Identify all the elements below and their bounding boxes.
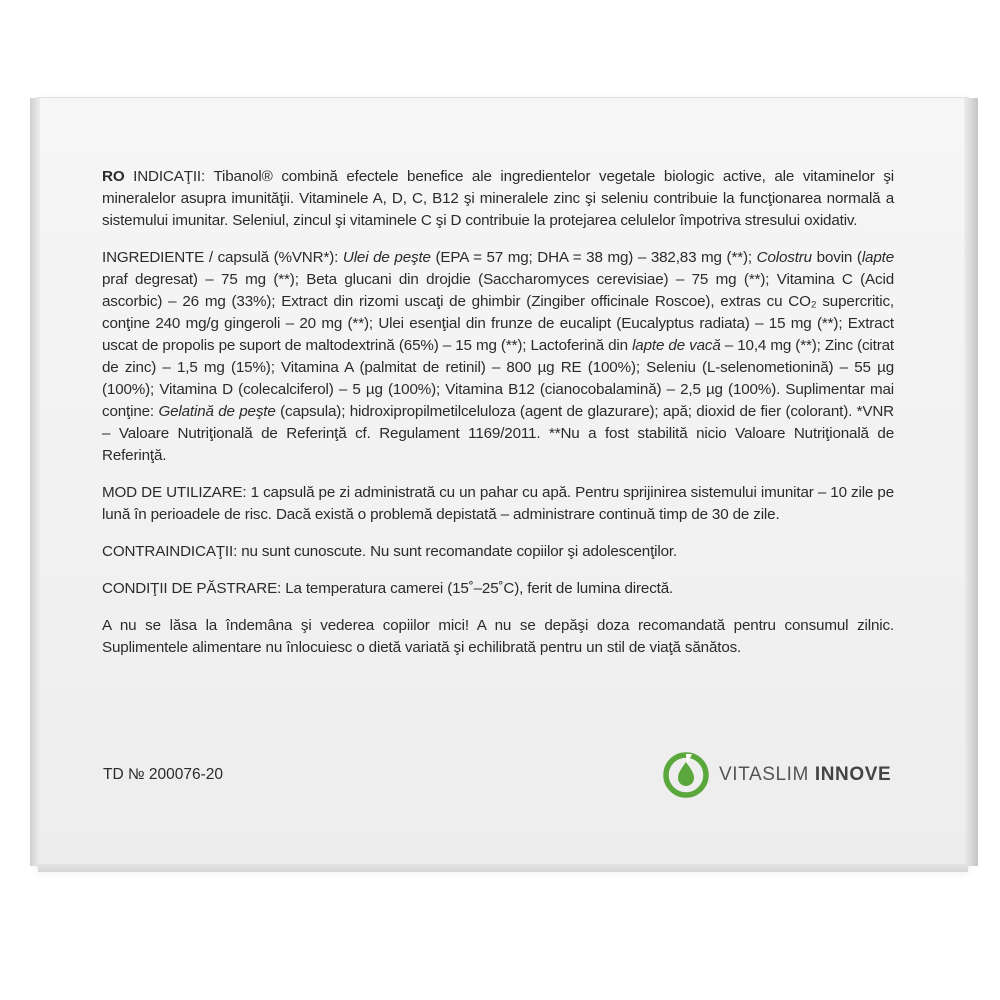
td-number: TD № 200076-20: [103, 766, 224, 783]
ingredients-italic: Ulei de peşte: [342, 249, 431, 266]
ingredients-text: (capsula); hidroxipropilmetilceluloza (agent de glazurare); apă; dioxid de fier (colorant). *VNR – Valoare Nutriţională de Referinţă cf. Regulament 1169/2011. **Nu a fost stabilită nicio Valoare Nutriţională de Referinţă.: [102, 403, 894, 464]
warning-paragraph: A nu se lăsa la îndemâna şi vederea copiilor mici! A nu se depăşi doza recomandată pentru consumul zilnic. Suplimentele alimentare nu înlocuiesc o dietă variată şi echilibrată pentru un stil de viaţă sănătos.: [102, 617, 894, 656]
ingredients-text: – 10,4 mg (**); Zinc (citrat de zinc) – 1,5 mg (15%); Vitamina A (palmitat de retinil) – 800 µg RE (100%); Seleniu (L-selenometionină) – 55 µg (100%); Vitamina D (colecalciferol) – 5 µg (100%); Vitamina B12 (cianocobalamină) – 2,5 µg (100%). Suplimentar mai conţine:: [102, 337, 894, 420]
label-text-block: [102, 166, 894, 674]
ingredients-text: INGREDIENTE / capsulă (%VNR*):: [102, 249, 343, 266]
brand-logo: [663, 752, 891, 798]
ingredients-text: praf degresat) – 75 mg (**); Beta glucani din drojdie (Saccharomyces cerevisiae) – 75 mg (**); Vitamina C (Acid ascorbic) – 26 mg (33%); Extract din rizomi uscaţi de ghimbir (Zingiber officinale Roscoe), extras cu CO₂ supercritic, conţine 240 mg/g gingeroli – 20 mg (**); Ulei esenţial din frunze de eucalipt (Eucalyptus radiata) – 15 mg (**); Extract uscat de propolis pe suport de maltodextrină (65%) – 15 mg (**); Lactoferină din: [102, 271, 894, 354]
ingredients-italic: lapte: [861, 249, 895, 266]
ingredients-text: bovin (: [811, 249, 862, 266]
ingredients-italic: Colostru: [756, 249, 812, 266]
ingredients-text: (EPA = 57 mg; DHA = 38 mg) – 382,83 mg (**);: [430, 249, 757, 266]
ingredients-paragraph: [102, 247, 894, 467]
package-left-edge: [30, 98, 40, 866]
indications-text: INDICAŢII: Tibanol® combină efectele benefice ale ingredientelor vegetale biologic active, ale vitaminelor şi mineralelor asupra imunităţii. Vitaminele A, D, C, B12 şi mineralele zinc şi seleniu contribuie la funcţionarea normală a sistemului imunitar. Seleniul, zincul şi vitaminele C şi D contribuie la protejarea celulelor împotriva stresului oxidativ.: [102, 168, 894, 229]
package-right-edge: [964, 98, 978, 866]
brand-word-vitaslim: VITASLIM: [719, 764, 809, 785]
indications-paragraph: [102, 166, 894, 232]
usage-paragraph: MOD DE UTILIZARE: 1 capsulă pe zi administrată cu un pahar cu apă. Pentru sprijinirea sistemului imunitar – 10 zile pe lună în perioadele de risc. Dacă există o problemă depistată – administrare continuă timp de 30 de zile.: [102, 484, 894, 523]
language-code: RO: [102, 168, 125, 185]
brand-word-innove: INNOVE: [814, 764, 892, 785]
ingredients-italic: Gelatină de peşte: [158, 403, 276, 420]
ingredients-italic: lapte de vacă: [632, 337, 721, 354]
package-bottom-edge: [38, 864, 968, 872]
vitaslim-drop-logo-icon: [663, 752, 709, 798]
brand-name: [719, 764, 891, 786]
contraindications-paragraph: CONTRAINDICAŢII: nu sunt cunoscute. Nu sunt recomandate copiilor şi adolescenţilor.: [102, 543, 678, 560]
storage-paragraph: CONDIŢII DE PĂSTRARE: La temperatura camerei (15˚–25˚C), ferit de lumina directă.: [102, 580, 674, 597]
